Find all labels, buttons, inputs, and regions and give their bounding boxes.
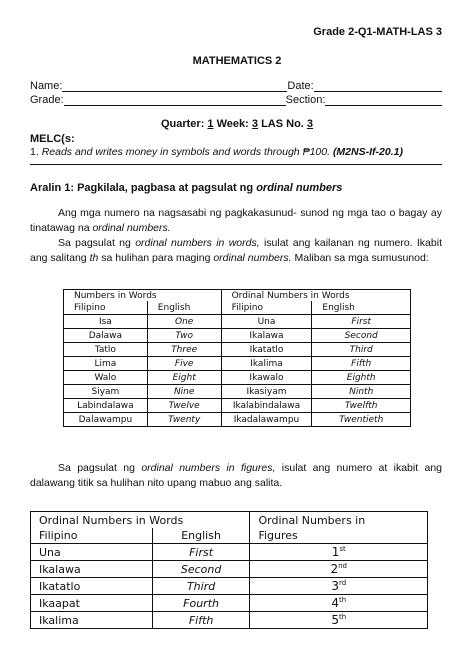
cell: Three xyxy=(147,343,221,357)
header-filipino-ordinal: Filipino xyxy=(221,301,312,315)
cell: Twentieth xyxy=(312,413,411,427)
cell: Fifth xyxy=(312,357,411,371)
cell: Ikadalawampu xyxy=(221,413,312,427)
cell: Siyam xyxy=(64,385,148,399)
cell-figure xyxy=(250,544,428,561)
cell: First xyxy=(312,315,411,329)
date-field[interactable] xyxy=(314,81,442,92)
p3-italic: ordinal numbers in figures, xyxy=(141,462,276,474)
cell: First xyxy=(152,544,250,561)
figure-number: 1 xyxy=(331,545,340,559)
paragraph-1 xyxy=(30,206,442,236)
page-title: MATHEMATICS 2 xyxy=(192,55,282,67)
grade-label: Grade: xyxy=(30,94,64,106)
paragraph-3 xyxy=(30,461,442,491)
table-row xyxy=(64,371,411,385)
cell: One xyxy=(147,315,221,329)
cell: Eight xyxy=(147,371,221,385)
table-row xyxy=(31,578,428,595)
figure-number: 3 xyxy=(331,579,339,593)
name-label: Name: xyxy=(30,80,63,92)
cell: Ikalabindalawa xyxy=(221,399,312,413)
cell: Ikalima xyxy=(221,357,312,371)
cell: Dalawa xyxy=(64,329,148,343)
cell: Walo xyxy=(64,371,148,385)
cell: Ninth xyxy=(312,385,411,399)
date-label: Date: xyxy=(287,80,314,92)
melc-number: 1. xyxy=(30,146,39,158)
figure-number: 2 xyxy=(330,562,339,576)
cell-figure xyxy=(250,612,428,629)
cell: Second xyxy=(152,561,250,578)
table-row xyxy=(31,561,428,578)
p1-text: Ang mga numero na nagsasabi ng pagkakasunud- sunod ng mga tao o bagay ay tinatawag na xyxy=(30,207,442,234)
header-english: English xyxy=(152,528,250,544)
cell-figure xyxy=(250,595,428,612)
melc-competency: Reads and writes money in symbols and words through ₱100. xyxy=(41,146,331,158)
cell-figure xyxy=(250,578,428,595)
table-row xyxy=(64,399,411,413)
cell: Eighth xyxy=(312,371,411,385)
cell: Tatlo xyxy=(64,343,148,357)
cell: Labindalawa xyxy=(64,399,148,413)
table-row xyxy=(64,343,411,357)
figure-suffix: st xyxy=(339,545,346,553)
header-filipino: Filipino xyxy=(31,528,153,544)
las-label: LAS No. xyxy=(261,118,304,130)
header-english-ordinal: English xyxy=(312,301,411,315)
figure-number: 5 xyxy=(331,613,339,627)
cell: Twelve xyxy=(147,399,221,413)
cell-figure xyxy=(250,561,428,578)
table-row xyxy=(64,413,411,427)
p2-italic-2: th xyxy=(89,252,99,264)
table-row xyxy=(31,612,428,629)
lesson-title-italic: ordinal numbers xyxy=(256,182,343,194)
figure-suffix: rd xyxy=(338,579,347,587)
cell: Ikalawa xyxy=(31,561,153,578)
cell: Ikalawa xyxy=(221,329,312,343)
table-row xyxy=(64,315,411,329)
grade-code: Grade 2-Q1-MATH-LAS 3 xyxy=(313,26,442,38)
header-filipino: Filipino xyxy=(64,301,148,315)
ordinal-words-table xyxy=(63,289,411,427)
las-value: 3 xyxy=(306,118,314,130)
grade-section-row xyxy=(30,94,442,106)
p3-text-a: Sa pagsulat ng xyxy=(58,462,135,474)
lesson-title-text: Aralin 1: Pagkilala, pagbasa at pagsulat ng xyxy=(30,182,254,194)
melc-text xyxy=(30,146,403,158)
cell: Third xyxy=(152,578,250,595)
cell: Dalawampu xyxy=(64,413,148,427)
table-row xyxy=(64,385,411,399)
section-label: Section: xyxy=(285,94,326,106)
divider xyxy=(30,164,442,165)
header-ordinal-words: Ordinal Numbers in Words xyxy=(31,512,250,529)
cell: Isa xyxy=(64,315,148,329)
grade-field[interactable] xyxy=(64,95,286,106)
ordinal-figures-table xyxy=(30,511,428,629)
table-row xyxy=(64,357,411,371)
melc-code: (M2NS-If-20.1) xyxy=(332,146,403,158)
quarter-label: Quarter: xyxy=(160,118,205,130)
quarter-line xyxy=(0,118,474,130)
header-numbers-in-words: Numbers in Words xyxy=(64,290,222,302)
cell: Twenty xyxy=(147,413,221,427)
week-value: 3 xyxy=(251,118,258,130)
paragraph-2 xyxy=(30,236,442,266)
cell: Fifth xyxy=(152,612,250,629)
cell: Fourth xyxy=(152,595,250,612)
name-field[interactable] xyxy=(62,81,287,92)
lesson-title xyxy=(30,182,342,194)
cell: Ikalima xyxy=(31,612,153,629)
header-english: English xyxy=(147,301,221,315)
cell: Ikaapat xyxy=(31,595,153,612)
cell: Ikasiyam xyxy=(221,385,312,399)
melc-heading: MELC(s: xyxy=(30,133,75,145)
header-ordinal-in-words: Ordinal Numbers in Words xyxy=(221,290,410,302)
cell: Second xyxy=(312,329,411,343)
cell: Una xyxy=(31,544,153,561)
cell: Two xyxy=(147,329,221,343)
p3-text-b: isulat ang numero at ikabit ang dalawang titik sa hulihan nito upang mabuo ang salita. xyxy=(30,462,443,489)
table-row xyxy=(31,595,428,612)
cell: Ikatatlo xyxy=(221,343,312,357)
figure-suffix: th xyxy=(338,613,347,621)
cell: Ikawalo xyxy=(221,371,312,385)
header-ordinal-figures: Ordinal Numbers in xyxy=(250,512,428,529)
name-date-row xyxy=(30,80,442,92)
week-label: Week: xyxy=(216,118,249,130)
cell: Una xyxy=(221,315,312,329)
header-figures: Figures xyxy=(250,528,428,544)
p2-text-d: Maliban sa mga sumusunod: xyxy=(294,252,429,264)
figure-number: 4 xyxy=(331,596,339,610)
cell: Third xyxy=(312,343,411,357)
cell: Twelfth xyxy=(312,399,411,413)
section-field[interactable] xyxy=(325,95,442,106)
cell: Five xyxy=(147,357,221,371)
cell: Lima xyxy=(64,357,148,371)
p2-italic-3: ordinal numbers. xyxy=(213,252,292,264)
p2-italic-1: ordinal numbers in words, xyxy=(135,237,260,249)
table-row xyxy=(31,544,428,561)
figure-suffix: th xyxy=(338,596,347,604)
p2-text-b: isulat ang kailanan ng numero. Ikabit ang salitang xyxy=(30,237,442,264)
p1-italic: ordinal numbers. xyxy=(92,222,171,234)
p2-text-a: Sa pagsulat ng xyxy=(58,237,131,249)
figure-suffix: nd xyxy=(338,562,347,570)
table-row xyxy=(64,329,411,343)
cell: Nine xyxy=(147,385,221,399)
p2-text-c: sa hulihan para maging xyxy=(101,252,211,264)
quarter-value: 1 xyxy=(207,118,214,130)
cell: Ikatatlo xyxy=(31,578,153,595)
